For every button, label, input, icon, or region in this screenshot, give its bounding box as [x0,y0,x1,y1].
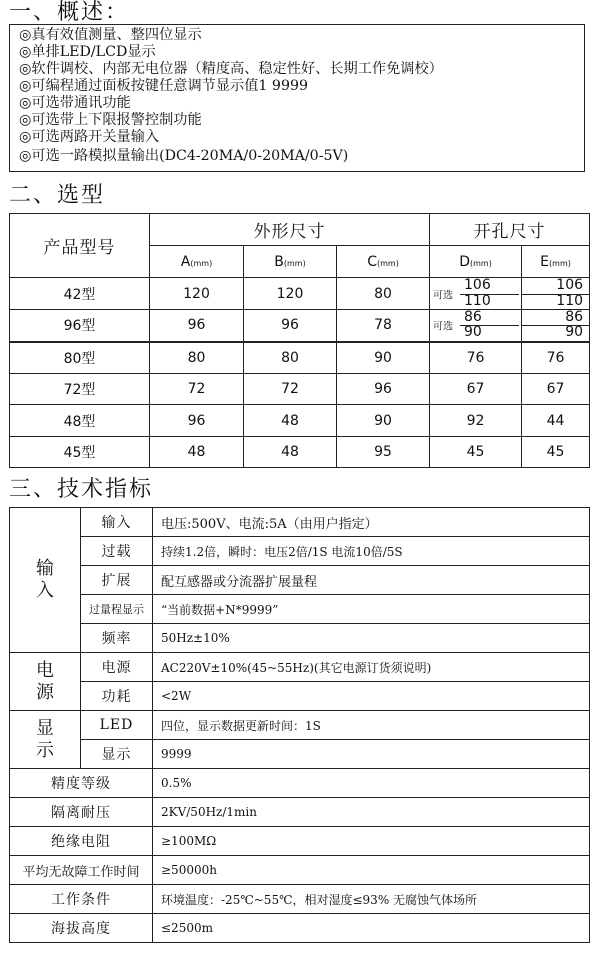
value-cell: 92 [430,405,522,437]
value-e2: 90 [565,324,584,341]
model-cell: 72型 [10,374,150,405]
value-cell: 76 [430,342,522,374]
group-power: 电源 [10,653,81,711]
spec-label: 海拔高度 [10,914,153,943]
optional-label: 可选 [433,321,454,333]
spec-label: 工作条件 [10,885,153,914]
model-cell: 96型 [10,310,150,342]
header-col-a: A(mm) [150,246,244,278]
header-col-c: C(mm) [337,246,430,278]
spec-value: ≥50000h [153,856,590,885]
spec-value: <2W [153,682,590,711]
split-cell-d [430,278,522,310]
spec-value: 电压:500V、电流:5A（由用户指定） [153,508,590,537]
spec-label: 隔离耐压 [10,798,153,827]
value-e1: 106 [522,278,589,295]
spec-value: 0.5% [153,769,590,798]
model-cell: 42型 [10,278,150,310]
value-cell: 67 [430,374,522,405]
spec-label: 频率 [81,624,153,653]
spec-value: ≥100MΩ [153,827,590,856]
specs-title: 三、技术指标 [9,477,154,502]
spec-table [9,507,590,943]
value-d2: 110 [464,292,491,309]
header-col-e: E(mm) [522,246,590,278]
value-cell: 120 [244,278,337,310]
model-title: 二、选型 [9,183,106,208]
spec-label: 绝缘电阻 [10,827,153,856]
table-row [10,374,590,405]
spec-label: LED [81,711,153,740]
table-row [10,405,590,437]
header-col-d: D(mm) [430,246,522,278]
value-cell: 78 [337,310,430,342]
table-row [10,310,590,342]
overview-item: ◎可编程通过面板按键任意调节显示值1 9999 [19,78,309,94]
value-d1: 106 [460,278,519,295]
value-cell: 48 [244,405,337,437]
value-cell: 76 [522,342,590,374]
spec-label: 输入 [81,508,153,537]
spec-value: 环境温度：-25℃~55℃，相对湿度≤93% 无腐蚀气体场所 [153,885,590,914]
spec-value: 配互感器或分流器扩展量程 [153,566,590,595]
value-cell: 95 [337,437,430,468]
value-cell: 90 [337,342,430,374]
spec-label: 电源 [81,653,153,682]
spec-label: 平均无故障工作时间 [10,856,153,885]
value-cell: 67 [522,374,590,405]
split-cell-e [522,278,590,310]
spec-label: 显示 [81,740,153,769]
group-input: 输入 [10,508,81,653]
value-d2: 90 [464,324,482,341]
value-cell: 72 [150,374,244,405]
value-cell: 45 [522,437,590,468]
spec-value: 9999 [153,740,590,769]
value-cell: 72 [244,374,337,405]
value-d1: 86 [460,310,519,326]
spec-value: 四位，显示数据更新时间：1S [153,711,590,740]
value-cell: 48 [244,437,337,468]
value-cell: 45 [430,437,522,468]
value-cell: 80 [244,342,337,374]
group-display: 显示 [10,711,81,769]
value-e2: 110 [556,292,584,309]
value-cell: 96 [150,310,244,342]
model-table [9,213,590,468]
overview-item: ◎可选带上下限报警控制功能 [19,112,202,128]
overview-item: ◎可选带通讯功能 [19,95,131,111]
overview-title: 一、概述： [9,0,130,25]
value-cell: 96 [337,374,430,405]
value-cell: 44 [522,405,590,437]
spec-label: 功耗 [81,682,153,711]
spec-value: 2KV/50Hz/1min [153,798,590,827]
optional-label: 可选 [433,290,454,301]
table-row [10,278,590,310]
model-cell: 45型 [10,437,150,468]
split-cell-e [522,310,590,342]
model-cell: 80型 [10,342,150,374]
spec-label: 精度等级 [10,769,153,798]
value-cell: 96 [150,405,244,437]
spec-label: 扩展 [81,566,153,595]
spec-value: ≤2500m [153,914,590,943]
value-cell: 90 [337,405,430,437]
value-cell: 120 [150,278,244,310]
spec-label: 过载 [81,537,153,566]
table-row [10,437,590,468]
spec-label: 过量程显示 [81,595,153,624]
value-e1: 86 [522,310,589,326]
overview-item: ◎真有效值测量、整四位显示 [19,27,202,43]
spec-value: 50Hz±10% [153,624,590,653]
spec-value: “当前数据+N*9999” [153,595,590,624]
value-cell: 80 [150,342,244,374]
value-cell: 48 [150,437,244,468]
header-model: 产品型号 [10,214,150,278]
header-col-b: B(mm) [244,246,337,278]
overview-item: ◎可选两路开关量输入 [19,129,160,145]
overview-item: ◎软件调校、内部无电位器（精度高、稳定性好、长期工作免调校） [19,61,443,77]
header-outer-size: 外形尺寸 [150,214,430,246]
model-cell: 48型 [10,405,150,437]
overview-item: ◎单排LED/LCD显示 [19,44,156,60]
value-cell: 80 [337,278,430,310]
spec-value: 持续1.2倍，瞬时：电压2倍/1S 电流10倍/5S [153,537,590,566]
value-cell: 96 [244,310,337,342]
spec-value: AC220V±10%(45~55Hz)(其它电源订货须说明) [153,653,590,682]
table-row [10,342,590,374]
header-hole-size: 开孔尺寸 [430,214,590,246]
split-cell-d [430,310,522,342]
overview-item: ◎可选一路模拟量输出(DC4-20MA/0-20MA/0-5V) [19,148,349,164]
